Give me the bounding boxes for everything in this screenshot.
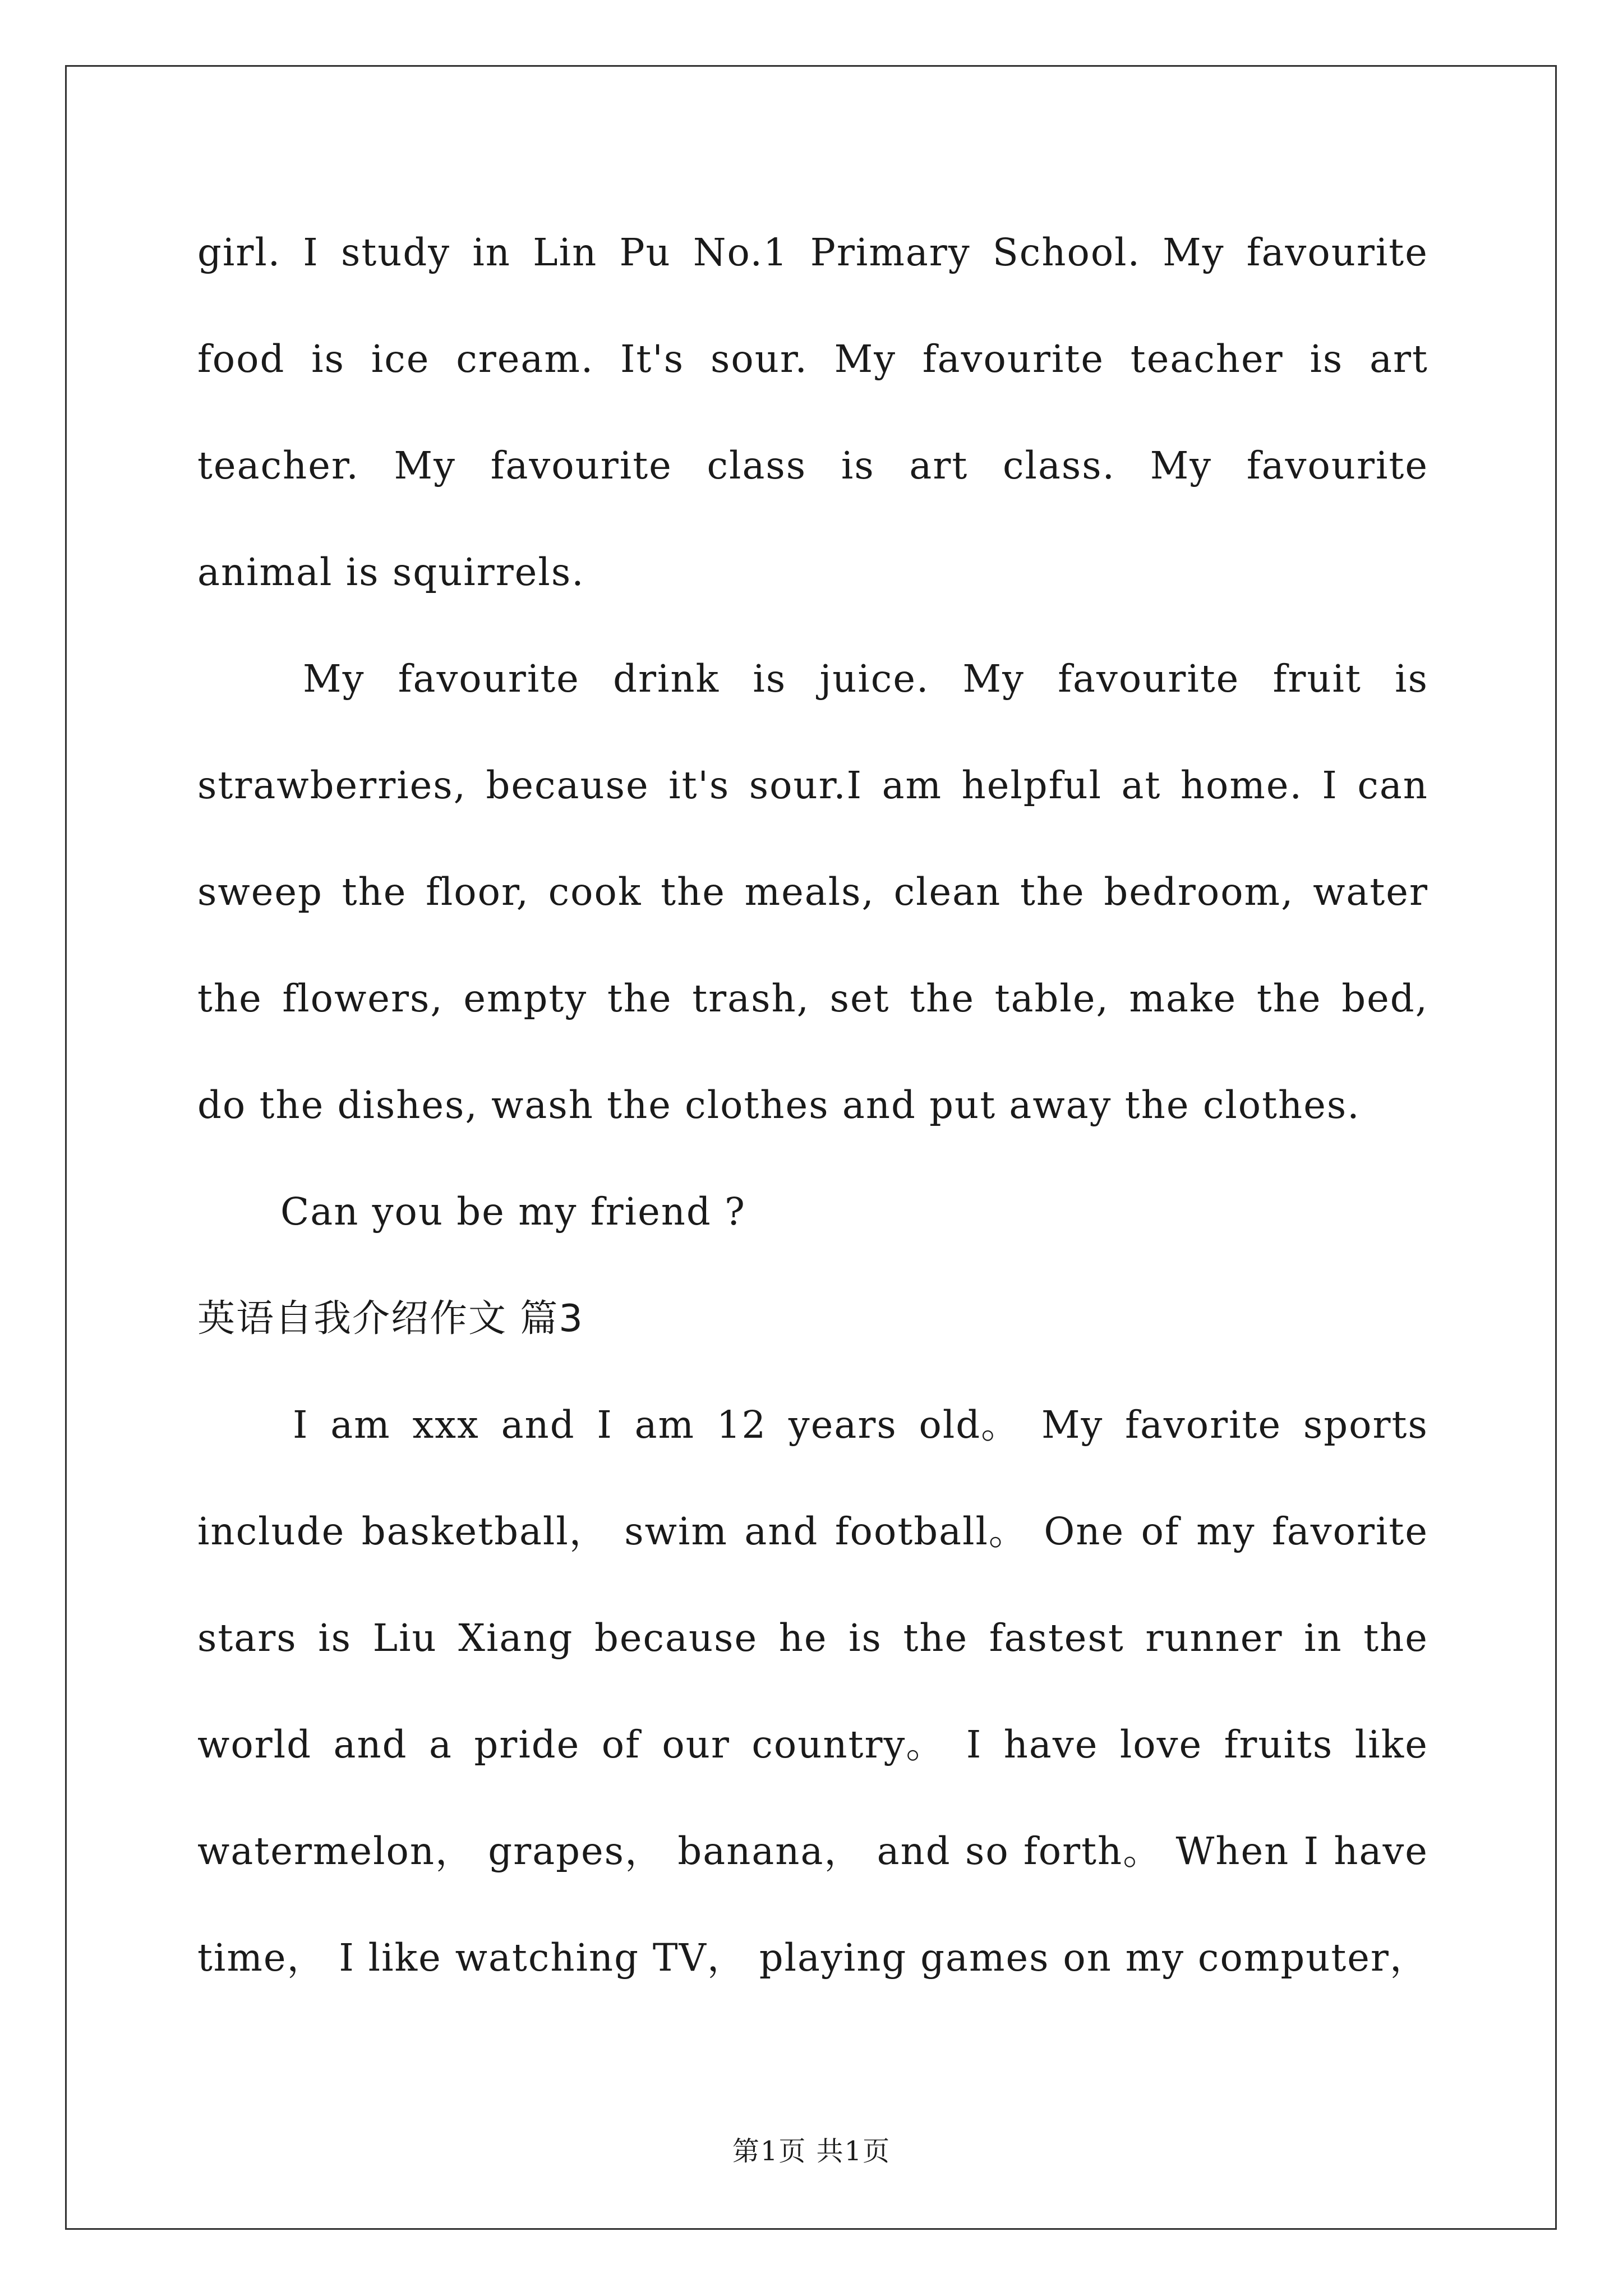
text-segment: old。: [919, 1403, 1020, 1447]
text-segment: love: [1119, 1723, 1203, 1766]
text-segment: teacher: [1130, 337, 1284, 381]
text-segment: Pu: [619, 231, 671, 274]
text-segment: watermelon，: [197, 1829, 474, 1873]
text-segment: the: [910, 977, 975, 1020]
text-segment: in: [472, 231, 511, 274]
text-segment: stars: [197, 1616, 297, 1660]
text-segment: our: [662, 1723, 730, 1766]
text-segment: pride: [474, 1723, 580, 1766]
text-segment: on: [1063, 1936, 1112, 1980]
text-segment: I: [293, 1403, 309, 1447]
text-segment: is: [1395, 657, 1428, 701]
text-segment: swim: [624, 1510, 728, 1553]
text-segment: flowers,: [282, 977, 444, 1020]
text-segment: home.: [1180, 763, 1303, 807]
text-segment: My: [1041, 1403, 1104, 1447]
text-segment: My: [303, 657, 365, 701]
text-line: [197, 1604, 1428, 1672]
text-segment: food: [197, 337, 285, 381]
text-segment: study: [340, 231, 451, 274]
text-segment: helpful: [961, 763, 1103, 807]
text-segment: Xiang: [458, 1616, 574, 1660]
text-line: [303, 645, 1428, 712]
text-segment: art: [909, 444, 969, 487]
text-segment: make: [1129, 977, 1237, 1020]
text-segment: have: [1003, 1723, 1099, 1766]
text-segment: sour.I: [749, 763, 863, 807]
text-segment: the: [1363, 1616, 1428, 1660]
text-segment: and: [333, 1723, 408, 1766]
text-segment: My: [1150, 444, 1212, 487]
text-segment: am: [330, 1403, 391, 1447]
text-segment: No.1: [693, 231, 789, 274]
text-segment: of: [601, 1723, 640, 1766]
text-line: [197, 1498, 1428, 1565]
text-segment: fruits: [1224, 1723, 1334, 1766]
text-segment: One: [1044, 1510, 1125, 1553]
text-segment: favorite: [1125, 1403, 1282, 1447]
text-segment: in: [1304, 1616, 1343, 1660]
text-segment: the: [661, 870, 726, 914]
text-segment: juice.: [819, 657, 930, 701]
text-segment: the: [607, 977, 672, 1020]
text-line: [293, 1391, 1428, 1458]
text-segment: I: [303, 231, 319, 274]
text-segment: so: [965, 1829, 1009, 1873]
text-segment: like: [1354, 1723, 1428, 1766]
text-line: [197, 1924, 1428, 1991]
text-segment: I: [339, 1936, 355, 1980]
text-segment: It's: [620, 337, 685, 381]
text-line: [197, 1711, 1428, 1778]
text-segment: include: [197, 1510, 345, 1553]
text-segment: I: [1303, 1829, 1320, 1873]
text-segment: I: [597, 1403, 613, 1447]
text-line: [197, 752, 1428, 819]
text-segment: set: [829, 977, 890, 1020]
text-segment: bed,: [1341, 977, 1428, 1020]
text-segment: sports: [1303, 1403, 1428, 1447]
text-segment: When: [1175, 1829, 1290, 1873]
text-segment: the: [197, 977, 262, 1020]
text-segment: favorite: [1272, 1510, 1428, 1553]
text-segment: playing: [759, 1936, 907, 1980]
text-segment: water: [1313, 870, 1428, 914]
text-segment: Liu: [372, 1616, 437, 1660]
text-segment: is: [841, 444, 875, 487]
text-line: [197, 1818, 1428, 1885]
text-segment: art: [1370, 337, 1428, 381]
text-segment: computer，: [1197, 1936, 1428, 1980]
text-segment: clean: [893, 870, 1002, 914]
text-segment: at: [1121, 763, 1161, 807]
text-segment: bedroom,: [1104, 870, 1294, 914]
text-segment: favourite: [1058, 657, 1240, 701]
text-segment: have: [1334, 1829, 1428, 1873]
text-segment: is: [311, 337, 345, 381]
text-segment: My: [1163, 231, 1225, 274]
text-line: [197, 539, 1428, 606]
text-segment: runner: [1145, 1616, 1283, 1660]
text-segment: cream.: [456, 337, 594, 381]
text-segment: the: [342, 870, 407, 914]
text-segment: School.: [992, 231, 1141, 274]
text-segment: sweep: [197, 870, 323, 914]
text-segment: teacher.: [197, 444, 359, 487]
text-segment: watching: [455, 1936, 639, 1980]
text-segment: class.: [1003, 444, 1115, 487]
text-segment: TV，: [652, 1936, 746, 1980]
text-segment: girl.: [197, 231, 282, 274]
text-segment: is: [1310, 337, 1344, 381]
text-segment: like: [368, 1936, 442, 1980]
text-segment: because: [594, 1616, 758, 1660]
text-segment: trash,: [692, 977, 810, 1020]
text-segment: sour.: [710, 337, 808, 381]
text-segment: Can you be my friend ?: [280, 1190, 746, 1234]
text-segment: My: [834, 337, 897, 381]
text-segment: Lin: [533, 231, 598, 274]
text-segment: is: [753, 657, 787, 701]
text-segment: country。: [751, 1723, 945, 1766]
text-segment: empty: [463, 977, 588, 1020]
page-number: 第1页 共1页: [732, 2136, 891, 2167]
text-segment: xxx: [412, 1403, 479, 1447]
text-segment: class: [707, 444, 807, 487]
text-segment: meals,: [744, 870, 875, 914]
text-line: [197, 325, 1428, 393]
text-segment: is: [318, 1616, 352, 1660]
text-line: [197, 965, 1428, 1032]
text-line: [280, 1178, 1511, 1245]
text-segment: it's: [668, 763, 730, 807]
text-segment: forth。: [1023, 1829, 1162, 1873]
text-segment: games: [920, 1936, 1050, 1980]
text-segment: My: [394, 444, 456, 487]
text-segment: my: [1125, 1936, 1185, 1980]
text-segment: he: [778, 1616, 828, 1660]
text-segment: my: [1196, 1510, 1256, 1553]
text-segment: fruit: [1272, 657, 1362, 701]
text-segment: a: [428, 1723, 453, 1766]
text-segment: world: [197, 1723, 312, 1766]
text-segment: the: [1256, 977, 1322, 1020]
text-segment: animal is squirrels.: [197, 550, 585, 594]
text-segment: can: [1357, 763, 1428, 807]
text-segment: fastest: [989, 1616, 1124, 1660]
text-segment: ice: [371, 337, 430, 381]
text-line: [197, 219, 1428, 286]
text-segment: years: [788, 1403, 897, 1447]
text-segment: favourite: [1246, 231, 1428, 274]
text-segment: 12: [716, 1403, 767, 1447]
text-segment: football。: [834, 1510, 1027, 1553]
text-segment: banana，: [677, 1829, 863, 1873]
text-segment: the: [1020, 870, 1085, 914]
text-segment: cook: [548, 870, 642, 914]
text-segment: Primary: [810, 231, 971, 274]
text-segment: favourite: [490, 444, 672, 487]
text-segment: the: [903, 1616, 969, 1660]
text-segment: because: [486, 763, 649, 807]
text-line: [197, 1071, 1428, 1139]
text-segment: and: [877, 1829, 951, 1873]
text-segment: table,: [994, 977, 1109, 1020]
text-segment: favourite: [1246, 444, 1428, 487]
section-heading: [197, 1285, 1428, 1352]
text-segment: My: [962, 657, 1025, 701]
text-segment: of: [1141, 1510, 1180, 1553]
text-segment: basketball，: [361, 1510, 608, 1553]
text-segment: do the dishes, wash the clothes and put away the clothes.: [197, 1083, 1361, 1127]
text-segment: and: [501, 1403, 575, 1447]
text-segment: I: [966, 1723, 983, 1766]
text-segment: 英语自我介绍作文 篇3: [197, 1296, 584, 1340]
text-segment: I: [1322, 763, 1338, 807]
text-segment: strawberries,: [197, 763, 467, 807]
text-segment: drink: [613, 657, 720, 701]
text-segment: is: [849, 1616, 882, 1660]
text-segment: favourite: [922, 337, 1104, 381]
text-segment: time，: [197, 1936, 326, 1980]
text-segment: and: [744, 1510, 819, 1553]
text-segment: favourite: [398, 657, 580, 701]
text-line: [197, 858, 1428, 926]
text-segment: grapes，: [488, 1829, 664, 1873]
text-segment: am: [634, 1403, 695, 1447]
text-segment: floor,: [426, 870, 529, 914]
text-line: [197, 432, 1428, 499]
text-segment: am: [882, 763, 943, 807]
